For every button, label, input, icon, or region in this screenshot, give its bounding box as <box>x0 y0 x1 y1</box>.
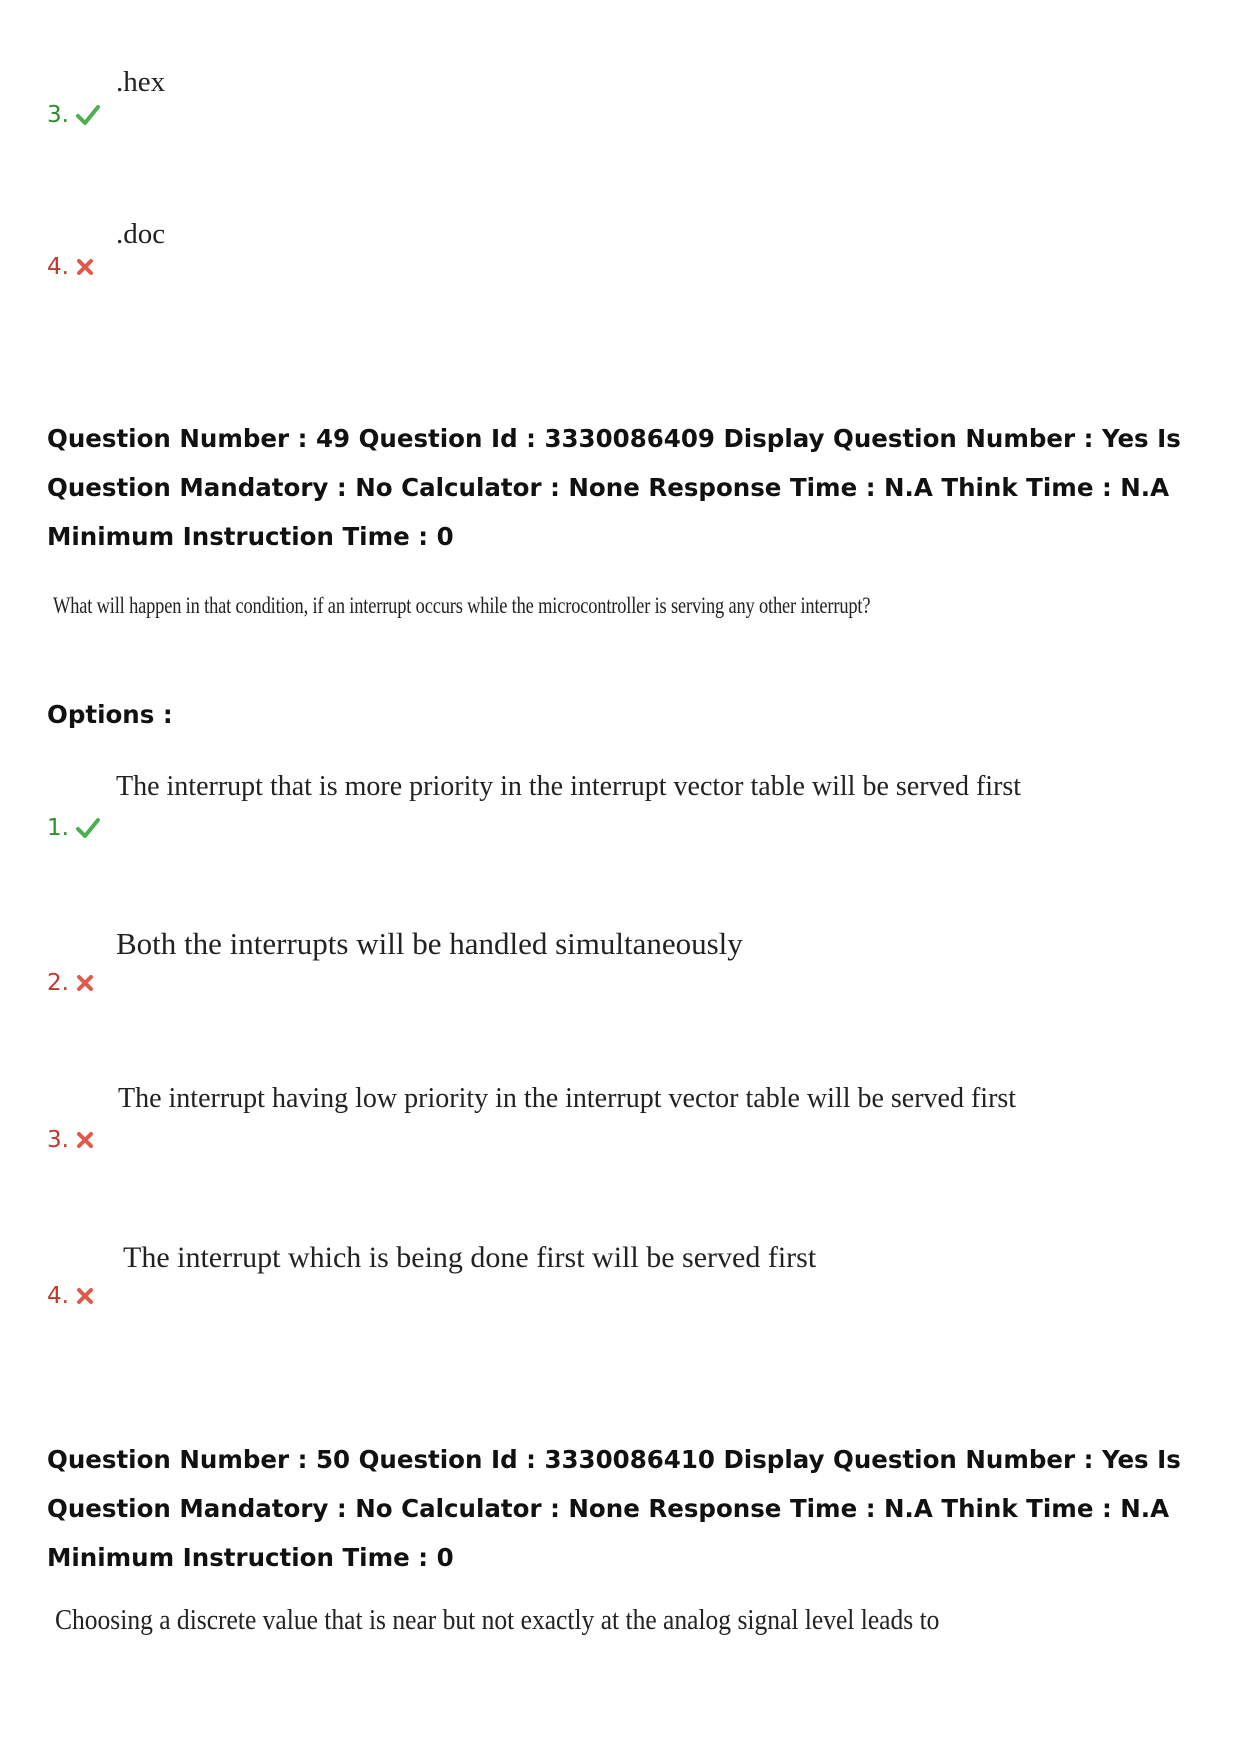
option-item <box>0 62 1240 132</box>
question-text: What will happen in that condition, if an interrupt occurs while the microcontroller is serving any other interrupt? <box>53 593 871 618</box>
question-header: Question Number : 49 Question Id : 3330086409 Display Question Number : Yes Is Question Mandatory : No Calculator : None Response Time : N.A Think Time : N.A Minimum Instruction Time : 0 <box>47 424 1181 551</box>
option-number: 2. <box>47 970 69 996</box>
cross-icon <box>76 1131 94 1149</box>
option-item <box>0 1083 1240 1153</box>
option-text: .doc <box>116 218 166 250</box>
option-number: 4. <box>47 254 69 280</box>
option-text: The interrupt that is more priority in the interrupt vector table will be served first <box>116 771 1022 802</box>
cross-icon <box>76 258 94 276</box>
option-number: 3. <box>47 1127 69 1153</box>
option-number: 1. <box>47 815 69 841</box>
option-item <box>0 1241 1240 1311</box>
options-label: Options : <box>47 700 173 729</box>
option-item <box>0 771 1240 841</box>
option-item <box>0 214 1240 284</box>
option-number: 3. <box>47 102 69 128</box>
question-header: Question Number : 50 Question Id : 3330086410 Display Question Number : Yes Is Question Mandatory : No Calculator : None Response Time : N.A Think Time : N.A Minimum Instruction Time : 0 <box>47 1445 1181 1572</box>
question-text: Choosing a discrete value that is near but not exactly at the analog signal level leads to <box>55 1604 940 1636</box>
option-text: The interrupt which is being done first will be served first <box>123 1241 817 1274</box>
cross-icon <box>76 974 94 992</box>
option-number: 4. <box>47 1283 69 1309</box>
option-text: .hex <box>116 66 166 98</box>
option-text: The interrupt having low priority in the interrupt vector table will be served first <box>118 1083 1017 1114</box>
option-item <box>0 926 1240 996</box>
check-icon <box>76 817 100 839</box>
cross-icon <box>76 1287 94 1305</box>
option-text: Both the interrupts will be handled simultaneously <box>116 926 743 961</box>
check-icon <box>76 104 100 126</box>
